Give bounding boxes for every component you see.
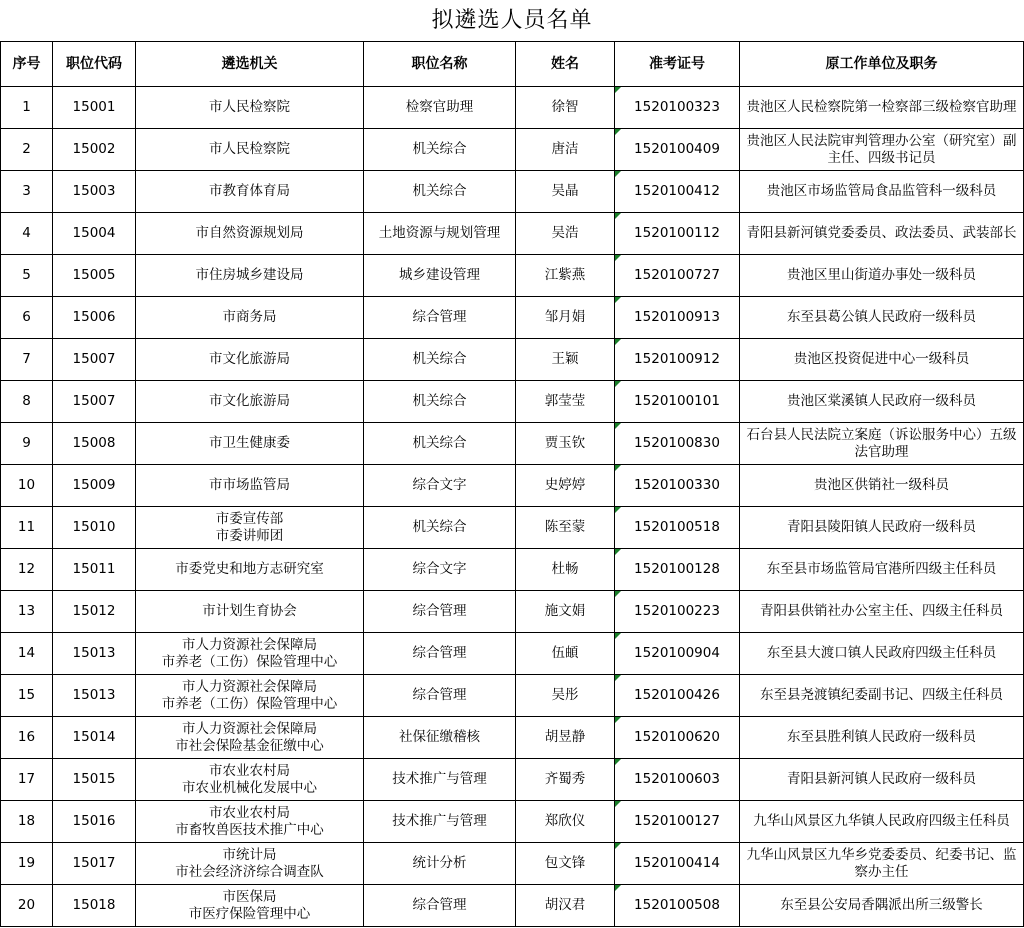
position-code-cell: 15007 — [53, 339, 136, 381]
original-unit-cell: 东至县大渡口镇人民政府四级主任科员 — [740, 633, 1024, 675]
exam-id-cell: 1520100508 — [615, 885, 740, 927]
position-code-cell: 15017 — [53, 843, 136, 885]
agency-cell — [136, 255, 364, 297]
table-row — [1, 507, 1024, 549]
column-header: 职位代码 — [53, 42, 136, 87]
position-name-cell: 机关综合 — [364, 507, 516, 549]
position-name-cell: 土地资源与规划管理 — [364, 213, 516, 255]
person-name-cell: 史婷婷 — [516, 465, 615, 507]
position-code-cell: 15018 — [53, 885, 136, 927]
exam-id-cell: 1520100603 — [615, 759, 740, 801]
agency-cell — [136, 171, 364, 213]
agency-cell — [136, 423, 364, 465]
person-name-cell: 胡汉君 — [516, 885, 615, 927]
exam-id-cell: 1520100620 — [615, 717, 740, 759]
exam-id-cell: 1520100127 — [615, 801, 740, 843]
agency-cell — [136, 339, 364, 381]
table-row — [1, 381, 1024, 423]
position-code-cell: 15009 — [53, 465, 136, 507]
person-name-cell: 杜畅 — [516, 549, 615, 591]
serial-number-cell: 3 — [1, 171, 53, 213]
agency-cell — [136, 507, 364, 549]
exam-id-cell: 1520100414 — [615, 843, 740, 885]
table-body — [1, 87, 1024, 927]
agency-cell — [136, 213, 364, 255]
position-name-cell: 机关综合 — [364, 171, 516, 213]
table-row — [1, 129, 1024, 171]
serial-number-cell: 17 — [1, 759, 53, 801]
serial-number-cell: 14 — [1, 633, 53, 675]
column-header: 序号 — [1, 42, 53, 87]
agency-line: 市人力资源社会保障局 — [182, 678, 317, 695]
agency-cell — [136, 381, 364, 423]
position-code-cell: 15013 — [53, 675, 136, 717]
table-row — [1, 801, 1024, 843]
position-code-cell: 15011 — [53, 549, 136, 591]
position-code-cell: 15015 — [53, 759, 136, 801]
original-unit-cell: 贵池区人民检察院第一检察部三级检察官助理 — [740, 87, 1024, 129]
position-name-cell: 机关综合 — [364, 129, 516, 171]
serial-number-cell: 19 — [1, 843, 53, 885]
person-name-cell: 施文娟 — [516, 591, 615, 633]
position-name-cell: 综合管理 — [364, 675, 516, 717]
person-name-cell: 吴浩 — [516, 213, 615, 255]
agency-line: 市社会经济济综合调查队 — [175, 863, 324, 880]
position-name-cell: 综合文字 — [364, 465, 516, 507]
table-row — [1, 759, 1024, 801]
agency-line: 市人民检察院 — [209, 141, 290, 157]
agency-line: 市农业农村局 — [209, 762, 290, 779]
position-code-cell: 15006 — [53, 297, 136, 339]
exam-id-cell: 1520100518 — [615, 507, 740, 549]
agency-line: 市人力资源社会保障局 — [182, 636, 317, 653]
serial-number-cell: 18 — [1, 801, 53, 843]
agency-line: 市统计局 — [222, 846, 277, 863]
exam-id-cell: 1520100128 — [615, 549, 740, 591]
agency-cell — [136, 885, 364, 927]
position-name-cell: 检察官助理 — [364, 87, 516, 129]
position-name-cell: 社保征缴稽核 — [364, 717, 516, 759]
position-name-cell: 机关综合 — [364, 339, 516, 381]
agency-line: 市社会保险基金征缴中心 — [175, 737, 324, 754]
agency-line: 市文化旅游局 — [209, 351, 290, 367]
original-unit-cell: 贵池区人民法院审判管理办公室（研究室）副主任、四级书记员 — [740, 129, 1024, 171]
agency-cell — [136, 591, 364, 633]
person-name-cell: 齐蜀秀 — [516, 759, 615, 801]
agency-line: 市农业机械化发展中心 — [182, 779, 317, 796]
serial-number-cell: 13 — [1, 591, 53, 633]
original-unit-cell: 贵池区里山街道办事处一级科员 — [740, 255, 1024, 297]
agency-line: 市卫生健康委 — [209, 435, 290, 451]
agency-line: 市医疗保险管理中心 — [188, 905, 311, 922]
position-code-cell: 15013 — [53, 633, 136, 675]
agency-line: 市委党史和地方志研究室 — [175, 561, 324, 577]
original-unit-cell: 青阳县新河镇党委委员、政法委员、武装部长 — [740, 213, 1024, 255]
exam-id-cell: 1520100101 — [615, 381, 740, 423]
person-name-cell: 郑欣仪 — [516, 801, 615, 843]
table-row — [1, 171, 1024, 213]
position-code-cell: 15014 — [53, 717, 136, 759]
position-code-cell: 15002 — [53, 129, 136, 171]
position-name-cell: 机关综合 — [364, 423, 516, 465]
agency-line: 市畜牧兽医技术推广中心 — [175, 821, 324, 838]
exam-id-cell: 1520100412 — [615, 171, 740, 213]
agency-cell — [136, 801, 364, 843]
serial-number-cell: 4 — [1, 213, 53, 255]
agency-line: 市委讲师团 — [215, 527, 284, 544]
person-name-cell: 王颖 — [516, 339, 615, 381]
original-unit-cell: 东至县胜利镇人民政府一级科员 — [740, 717, 1024, 759]
agency-line: 市养老（工伤）保险管理中心 — [161, 653, 338, 670]
original-unit-cell: 贵池区棠溪镇人民政府一级科员 — [740, 381, 1024, 423]
original-unit-cell: 石台县人民法院立案庭（诉讼服务中心）五级法官助理 — [740, 423, 1024, 465]
column-header: 原工作单位及职务 — [740, 42, 1024, 87]
table-row — [1, 675, 1024, 717]
position-name-cell: 技术推广与管理 — [364, 759, 516, 801]
table-row — [1, 549, 1024, 591]
exam-id-cell: 1520100830 — [615, 423, 740, 465]
exam-id-cell: 1520100904 — [615, 633, 740, 675]
agency-line: 市人力资源社会保障局 — [182, 720, 317, 737]
serial-number-cell: 1 — [1, 87, 53, 129]
person-name-cell: 徐智 — [516, 87, 615, 129]
agency-line: 市委宣传部 — [215, 510, 284, 527]
exam-id-cell: 1520100112 — [615, 213, 740, 255]
original-unit-cell: 东至县葛公镇人民政府一级科员 — [740, 297, 1024, 339]
column-header: 姓名 — [516, 42, 615, 87]
serial-number-cell: 2 — [1, 129, 53, 171]
exam-id-cell: 1520100409 — [615, 129, 740, 171]
original-unit-cell: 九华山风景区九华镇人民政府四级主任科员 — [740, 801, 1024, 843]
position-name-cell: 综合管理 — [364, 297, 516, 339]
position-name-cell: 综合管理 — [364, 885, 516, 927]
agency-line: 市计划生育协会 — [202, 603, 297, 619]
agency-line: 市医保局 — [222, 888, 277, 905]
agency-cell — [136, 717, 364, 759]
serial-number-cell: 9 — [1, 423, 53, 465]
table-row — [1, 885, 1024, 927]
agency-line: 市自然资源规划局 — [195, 225, 304, 241]
table-row — [1, 423, 1024, 465]
table-row — [1, 213, 1024, 255]
serial-number-cell: 11 — [1, 507, 53, 549]
person-name-cell: 邹月娟 — [516, 297, 615, 339]
original-unit-cell: 青阳县陵阳镇人民政府一级科员 — [740, 507, 1024, 549]
person-name-cell: 胡昱静 — [516, 717, 615, 759]
original-unit-cell: 贵池区市场监管局食品监管科一级科员 — [740, 171, 1024, 213]
selection-roster-table — [0, 41, 1024, 927]
position-name-cell: 综合文字 — [364, 549, 516, 591]
column-header: 职位名称 — [364, 42, 516, 87]
serial-number-cell: 15 — [1, 675, 53, 717]
agency-cell — [136, 297, 364, 339]
document-title: 拟遴选人员名单 — [0, 0, 1024, 42]
original-unit-cell: 贵池区投资促进中心一级科员 — [740, 339, 1024, 381]
table-row — [1, 591, 1024, 633]
table-row — [1, 255, 1024, 297]
agency-line: 市住房城乡建设局 — [195, 267, 304, 283]
position-code-cell: 15016 — [53, 801, 136, 843]
serial-number-cell: 12 — [1, 549, 53, 591]
table-row — [1, 633, 1024, 675]
serial-number-cell: 10 — [1, 465, 53, 507]
agency-cell — [136, 675, 364, 717]
position-name-cell: 综合管理 — [364, 633, 516, 675]
person-name-cell: 伍頔 — [516, 633, 615, 675]
serial-number-cell: 7 — [1, 339, 53, 381]
serial-number-cell: 8 — [1, 381, 53, 423]
position-code-cell: 15004 — [53, 213, 136, 255]
position-name-cell: 技术推广与管理 — [364, 801, 516, 843]
agency-cell — [136, 633, 364, 675]
exam-id-cell: 1520100727 — [615, 255, 740, 297]
agency-cell — [136, 843, 364, 885]
exam-id-cell: 1520100912 — [615, 339, 740, 381]
serial-number-cell: 16 — [1, 717, 53, 759]
position-name-cell: 统计分析 — [364, 843, 516, 885]
agency-cell — [136, 129, 364, 171]
exam-id-cell: 1520100426 — [615, 675, 740, 717]
position-code-cell: 15008 — [53, 423, 136, 465]
original-unit-cell: 东至县市场监管局官港所四级主任科员 — [740, 549, 1024, 591]
agency-line: 市商务局 — [222, 309, 277, 325]
agency-cell — [136, 549, 364, 591]
person-name-cell: 江紫燕 — [516, 255, 615, 297]
agency-cell — [136, 87, 364, 129]
person-name-cell: 贾玉钦 — [516, 423, 615, 465]
person-name-cell: 陈至蒙 — [516, 507, 615, 549]
original-unit-cell: 青阳县新河镇人民政府一级科员 — [740, 759, 1024, 801]
column-header: 遴选机关 — [136, 42, 364, 87]
original-unit-cell: 青阳县供销社办公室主任、四级主任科员 — [740, 591, 1024, 633]
original-unit-cell: 贵池区供销社一级科员 — [740, 465, 1024, 507]
position-code-cell: 15007 — [53, 381, 136, 423]
column-header: 准考证号 — [615, 42, 740, 87]
position-code-cell: 15010 — [53, 507, 136, 549]
exam-id-cell: 1520100223 — [615, 591, 740, 633]
position-name-cell: 机关综合 — [364, 381, 516, 423]
position-code-cell: 15005 — [53, 255, 136, 297]
agency-line: 市教育体育局 — [209, 183, 290, 199]
agency-cell — [136, 759, 364, 801]
person-name-cell: 唐洁 — [516, 129, 615, 171]
agency-cell — [136, 465, 364, 507]
agency-line: 市文化旅游局 — [209, 393, 290, 409]
position-code-cell: 15001 — [53, 87, 136, 129]
serial-number-cell: 20 — [1, 885, 53, 927]
person-name-cell: 吴晶 — [516, 171, 615, 213]
exam-id-cell: 1520100323 — [615, 87, 740, 129]
table-row — [1, 465, 1024, 507]
person-name-cell: 吴彤 — [516, 675, 615, 717]
table-row — [1, 339, 1024, 381]
exam-id-cell: 1520100913 — [615, 297, 740, 339]
agency-line: 市市场监管局 — [209, 477, 290, 493]
table-row — [1, 717, 1024, 759]
serial-number-cell: 5 — [1, 255, 53, 297]
agency-line: 市养老（工伤）保险管理中心 — [161, 695, 338, 712]
exam-id-cell: 1520100330 — [615, 465, 740, 507]
agency-line: 市农业农村局 — [209, 804, 290, 821]
person-name-cell: 郭莹莹 — [516, 381, 615, 423]
position-code-cell: 15003 — [53, 171, 136, 213]
position-name-cell: 综合管理 — [364, 591, 516, 633]
table-header-row — [1, 42, 1024, 87]
serial-number-cell: 6 — [1, 297, 53, 339]
original-unit-cell: 东至县尧渡镇纪委副书记、四级主任科员 — [740, 675, 1024, 717]
position-name-cell: 城乡建设管理 — [364, 255, 516, 297]
original-unit-cell: 东至县公安局香隅派出所三级警长 — [740, 885, 1024, 927]
original-unit-cell: 九华山风景区九华乡党委委员、纪委书记、监察办主任 — [740, 843, 1024, 885]
table-row — [1, 843, 1024, 885]
table-row — [1, 87, 1024, 129]
position-code-cell: 15012 — [53, 591, 136, 633]
table-row — [1, 297, 1024, 339]
person-name-cell: 包文锋 — [516, 843, 615, 885]
agency-line: 市人民检察院 — [209, 99, 290, 115]
